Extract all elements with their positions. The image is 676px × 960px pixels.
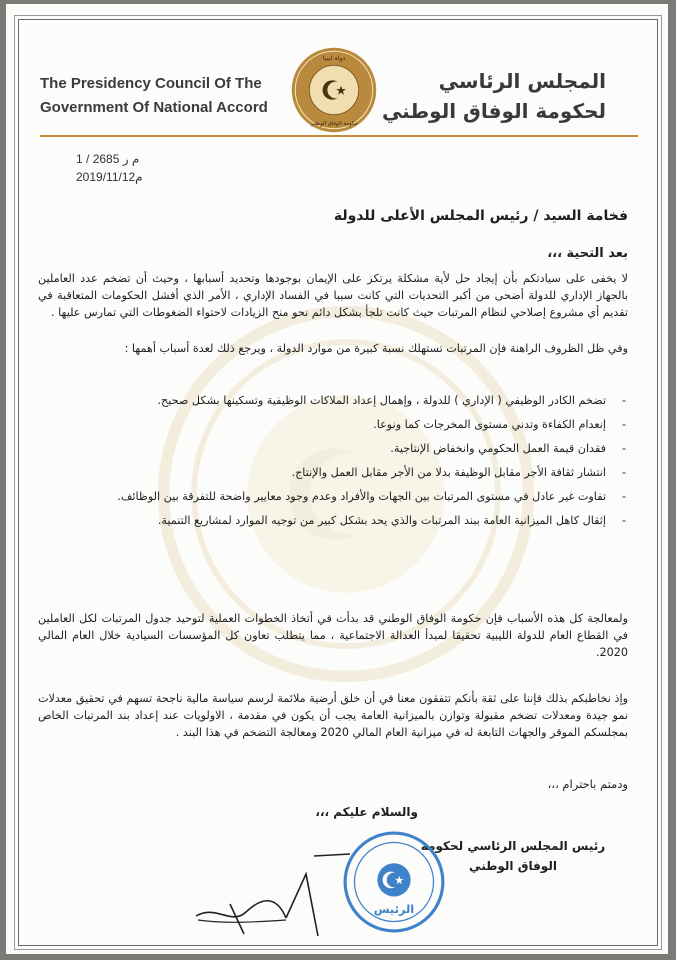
list-item: - إنعدام الكفاءة وتدني مستوى المخرجات كما ونوعا. <box>46 416 628 433</box>
reference-date: 2019/11/12م <box>76 170 143 184</box>
closing-regards: ودمتم باحترام ،،، <box>547 777 628 791</box>
paragraph-3: ولمعالجة كل هذه الأسباب فإن حكومة الوفاق الوطني قد بدأت في أتخاذ الخطوات العملية لتوحيد جدول المرتبات لكل العاملين في القطاع العام للدولة الليبية تحقيقا لمبدأ العدالة الاجتماعية ، مما يتطلب تعاون كل المؤسسات السيادية خلال العام المالي 2020. <box>38 612 628 659</box>
letter-page <box>6 4 668 954</box>
reference-block <box>76 150 143 186</box>
seal-text-top: دولة ليبيا <box>322 55 346 63</box>
reasons-list <box>46 392 628 536</box>
paragraph-2: وفي ظل الظروف الراهنة فإن المرتبات تستهلك نسبة كبيرة من موارد الدولة ، ويرجع ذلك لعدة أسباب أهمها : <box>124 342 628 355</box>
greeting: بعد التحية ،،، <box>547 246 628 261</box>
signature-title-line2: الوفاق الوطني <box>469 859 557 873</box>
header-divider <box>40 135 638 137</box>
state-seal-logo <box>290 46 378 134</box>
official-stamp <box>342 830 446 934</box>
list-item: - انتشار ثقافة الأجر مقابل الوظيفة بدلا من الأجر مقابل العمل والإنتاج. <box>46 464 628 481</box>
addressee: فخامة السيد / رئيس المجلس الأعلى للدولة <box>333 208 628 224</box>
list-item: - تفاوت غير عادل في مستوى المرتبات بين الجهات والأفراد وعدم وجود معايير واضحة للتفرقة بين الوظائف. <box>46 488 628 505</box>
stamp-label: الرئيس <box>373 902 415 917</box>
list-item: - فقدان قيمة العمل الحكومي وانخفاض الإنتاجية. <box>46 440 628 457</box>
arabic-letterhead-line1: المجلس الرئاسي <box>438 69 606 93</box>
english-letterhead-line2: Government Of National Accord <box>40 99 268 116</box>
list-item: - إثقال كاهل الميزانية العامة ببند المرتبات والذي يحد بشكل كبير من توجيه الموارد لمشاريع التنمية. <box>46 512 628 529</box>
paragraph-4: وإذ نخاطبكم بذلك فإننا على ثقة بأنكم تتفقون معنا في أن خلق أرضية ملائمة لرسم سياسة مالية ناجحة تسهم في تحقيق معدلات نمو جيدة ومعدلات تضخم مقبولة وتوازن بالميزانية العامة يجب أن يكون في مقدمة ، الاولويات عند إعداد بند المرتبات الخاص بمجلسكم الموقر والجهات التابعة له في ميزانية العام المالي 2020 ومعالجة التضخم في هذا البند . <box>38 692 628 739</box>
signature-title-line1: رئيس المجلس الرئاسي لحكومة <box>420 839 606 853</box>
english-letterhead-line1: The Presidency Council Of The <box>40 75 262 92</box>
seal-text-bottom: حكومة الوفاق الوطني <box>310 121 358 128</box>
paragraph-1: لا يخفى على سيادتكم بأن إيجاد حل لأية مشكلة يرتكز على الإيمان بوجودها وتحديد أسبابها ، وحيث أن تضخم عدد العاملين بالجهاز الإداري للدولة أضحى من أكبر التحديات التي كانت سببا في الفساد الإداري ، الأمر الذي أفشل الحكومات المتعاقبة في تقديم أي مشروع إصلاحي لنظام المرتبات حيث كانت تلجأ بشكل دائم نحو منح الزيادات لاحتواء الضغوطات التي تمارس عليها . <box>38 272 628 319</box>
arabic-letterhead-line2: لحكومة الوفاق الوطني <box>381 99 606 123</box>
list-item: - تضخم الكادر الوظيفي ( الإداري ) للدولة ، وإهمال إعداد الملاكات الوظيفية وتسكينها بشكل صحيح. <box>46 392 628 409</box>
reference-number: م ر 2685 / 1 <box>76 152 140 166</box>
closing-salutation: والسلام عليكم ،،، <box>315 805 418 819</box>
handwritten-signature <box>186 834 356 944</box>
english-letterhead <box>40 72 268 120</box>
arabic-letterhead <box>382 66 606 126</box>
